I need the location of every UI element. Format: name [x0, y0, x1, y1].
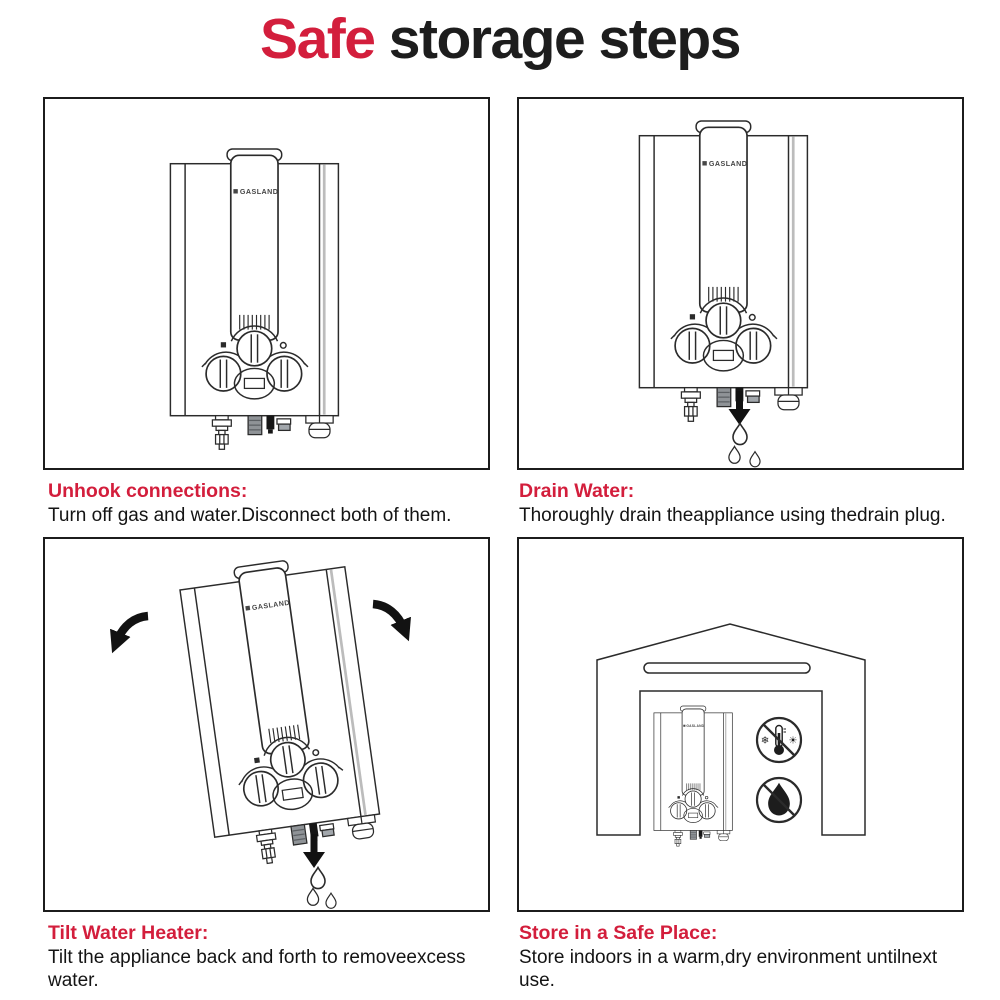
step-panel-store — [517, 537, 964, 912]
step-body: Tilt the appliance back and forth to removeexcess water. — [48, 947, 466, 991]
step-panel-tilt — [43, 537, 490, 912]
water-drops-icon — [307, 868, 336, 909]
sun-icon: ☀ — [788, 735, 798, 747]
step-heading: Tilt Water Heater: — [48, 922, 209, 944]
step-caption-unhook — [48, 480, 486, 528]
tilted-water-heater — [178, 552, 384, 870]
curved-arrow-right-icon — [373, 604, 404, 629]
water-drops-icon — [729, 424, 760, 467]
unhook-illustration — [45, 99, 488, 468]
step-panel-unhook — [43, 97, 490, 470]
step-body: Turn off gas and water.Disconnect both of them. — [48, 505, 452, 526]
step-caption-drain — [519, 480, 967, 528]
step-panel-drain — [517, 97, 964, 470]
step-body: Thoroughly drain theappliance using thedrain plug. — [519, 505, 946, 526]
title-rest: storage steps — [374, 7, 740, 71]
curved-arrow-left-icon — [117, 616, 148, 641]
snowflake-icon: ❄ — [760, 735, 770, 747]
page-title — [0, 8, 1000, 71]
step-caption-tilt — [48, 922, 484, 993]
no-water-icon — [757, 778, 801, 822]
step-caption-store — [519, 922, 972, 993]
title-highlight: Safe — [260, 7, 375, 71]
step-heading: Store in a Safe Place: — [519, 922, 718, 944]
tilt-illustration — [45, 539, 488, 910]
no-extreme-temperature-icon — [757, 718, 801, 762]
drain-illustration — [519, 99, 962, 468]
step-body: Store indoors in a warm,dry environment untilnext use. — [519, 947, 938, 991]
store-illustration — [519, 539, 962, 910]
step-heading: Drain Water: — [519, 480, 635, 502]
garage-vent-slot — [644, 663, 810, 673]
step-heading: Unhook connections: — [48, 480, 248, 502]
